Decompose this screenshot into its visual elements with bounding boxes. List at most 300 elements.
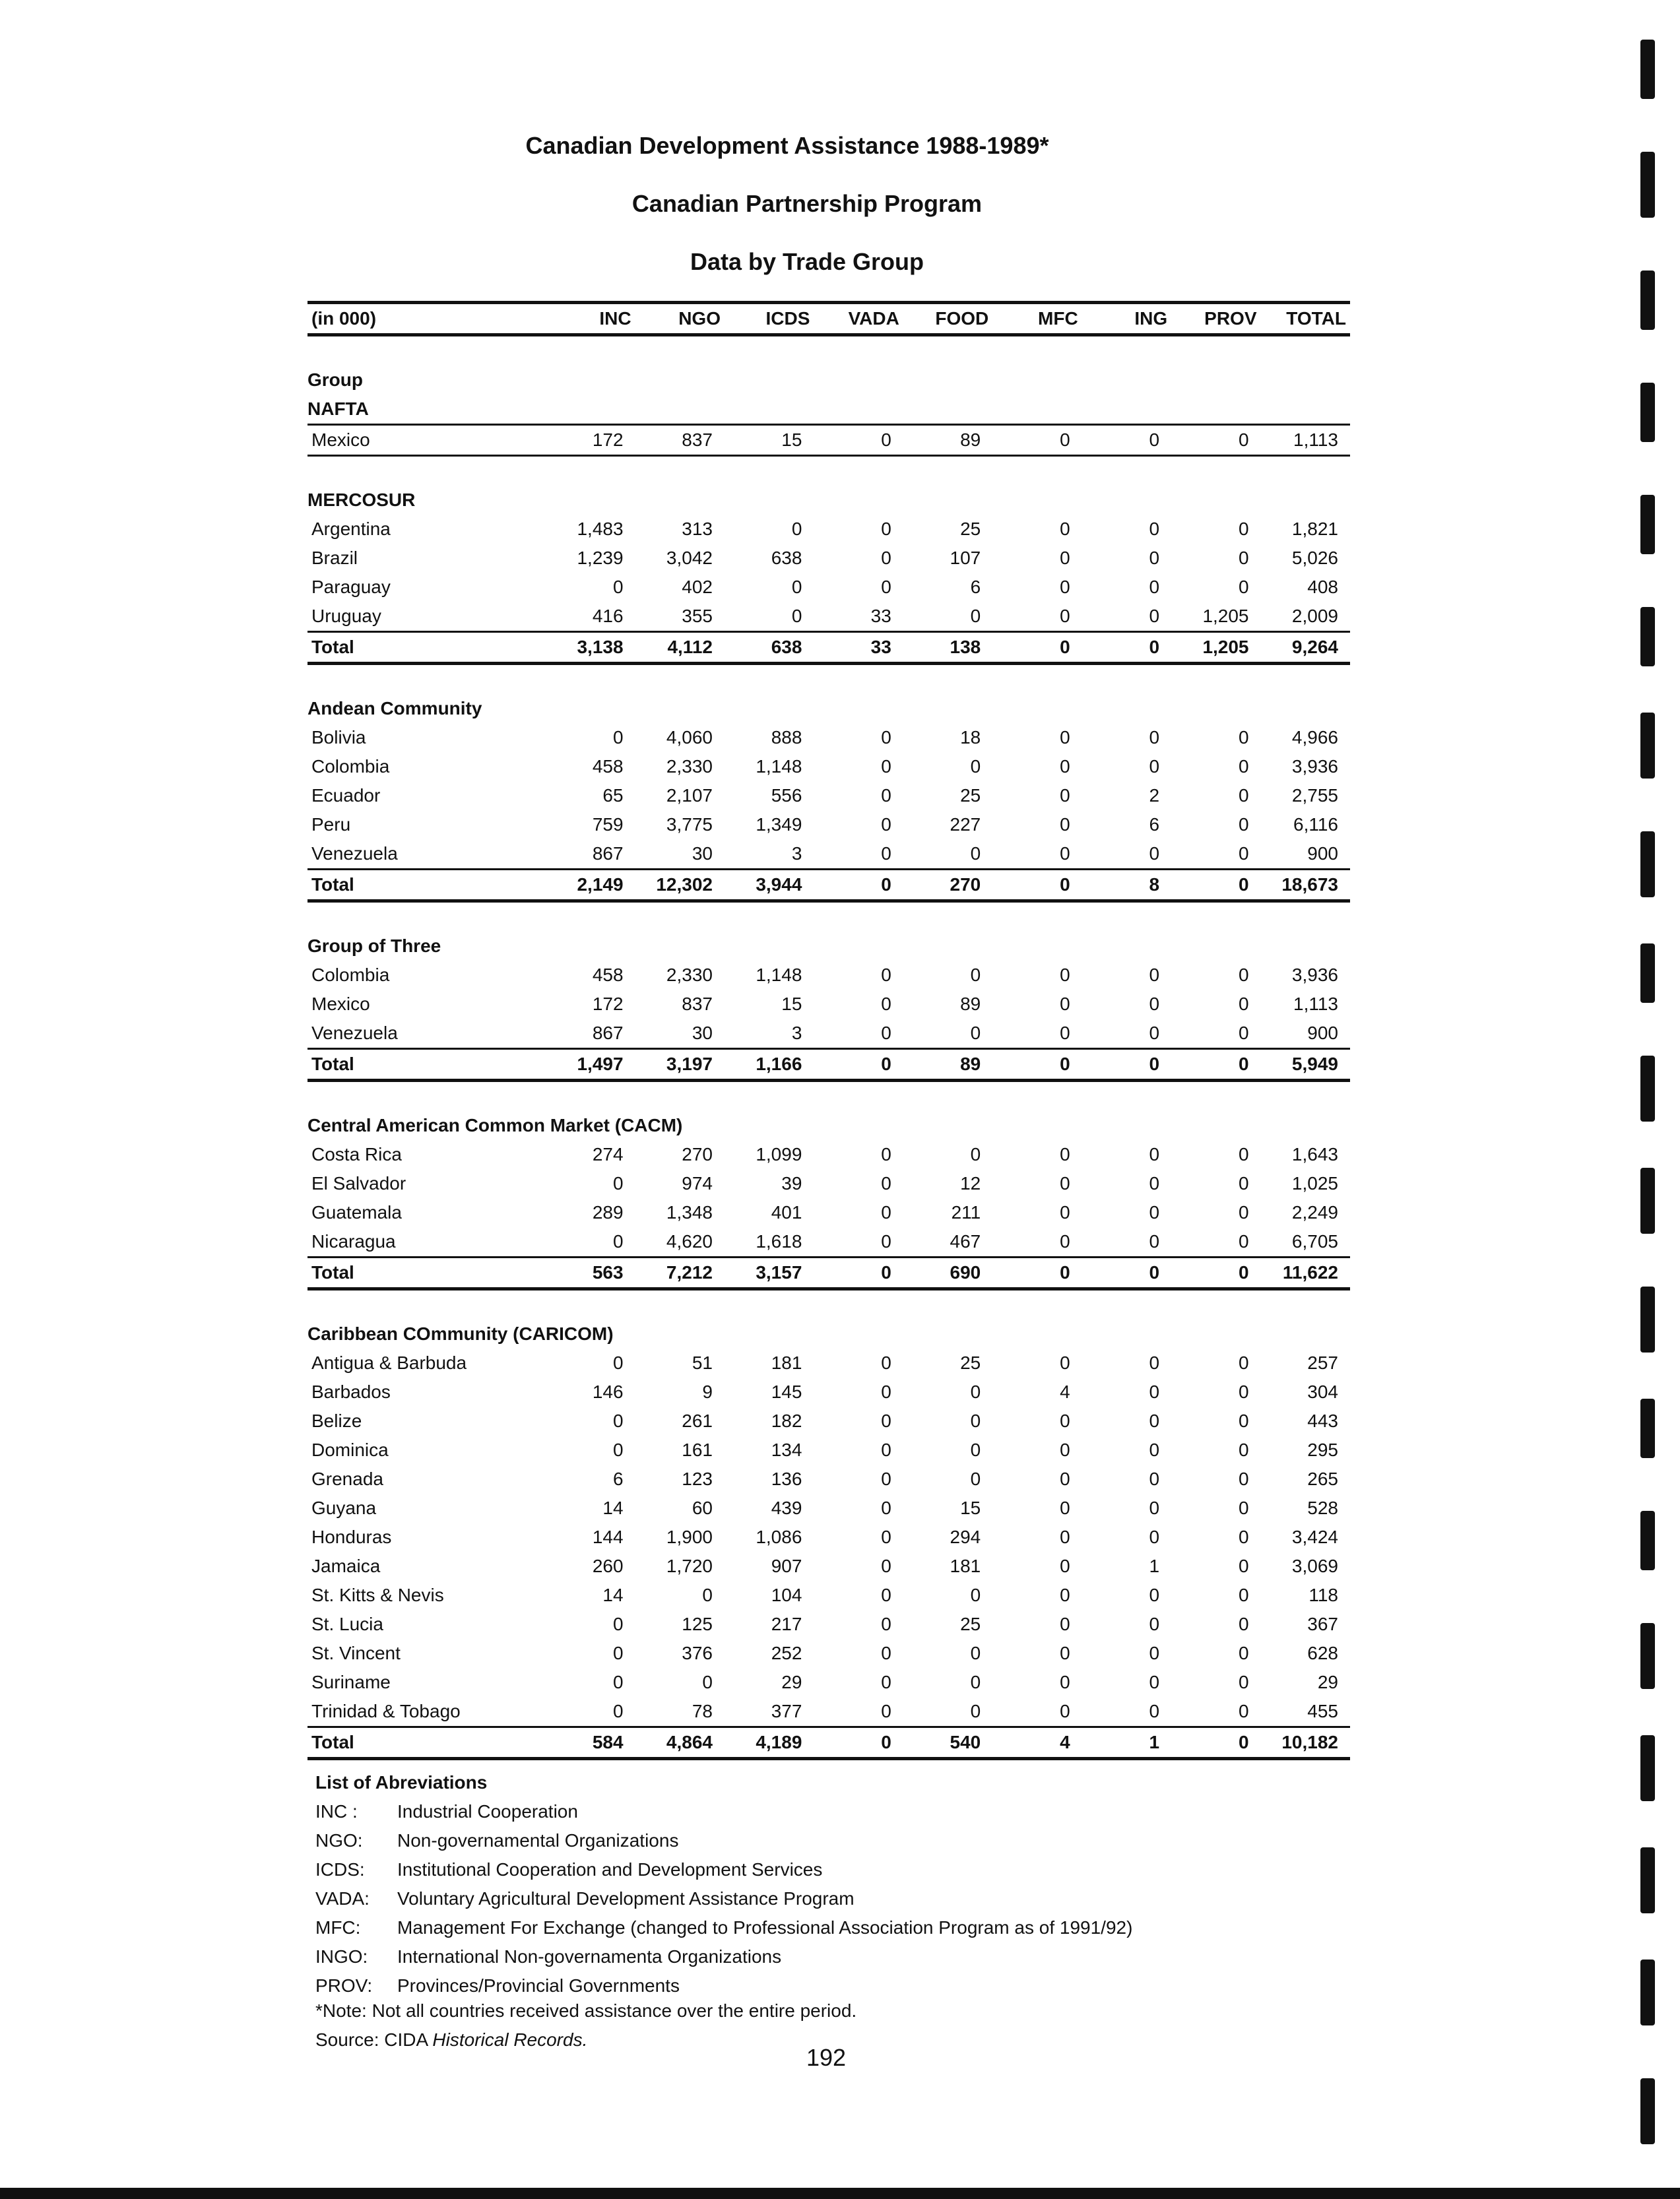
- cell-total: 295: [1307, 1440, 1338, 1460]
- cell-ngo: 2,330: [666, 756, 713, 777]
- abbreviation-value: International Non-governamenta Organizations: [397, 1946, 782, 1967]
- cell-icds: 3: [725, 1019, 814, 1049]
- row-label: Jamaica: [311, 1556, 381, 1576]
- cell-inc: 0: [612, 1440, 624, 1460]
- binder-mark: [1640, 152, 1655, 218]
- cell-ing: 0: [1082, 839, 1171, 870]
- spacer-row: [307, 335, 1350, 366]
- table-row: [307, 1668, 1350, 1697]
- group-heading: NAFTA: [307, 398, 369, 419]
- total-row: [307, 1727, 1350, 1759]
- cell-inc: 458: [592, 756, 624, 777]
- cell-ing: 0: [1149, 1614, 1160, 1634]
- cell-vada: 0: [881, 577, 891, 597]
- cell-icds: 104: [771, 1585, 802, 1605]
- cell-food: 294: [950, 1527, 981, 1547]
- cell-vada: 0: [881, 1411, 891, 1431]
- abbreviation-item: [315, 1884, 1132, 1913]
- group-heading: MERCOSUR: [307, 490, 416, 510]
- cell-icds: 145: [771, 1382, 802, 1402]
- cell-vada: 0: [881, 756, 891, 777]
- cell-prov: 0: [1171, 1258, 1260, 1289]
- row-label: Nicaragua: [307, 1227, 546, 1258]
- cell-mfc: 0: [992, 425, 1082, 456]
- cell-prov: 0: [1238, 1173, 1249, 1194]
- table-row: [307, 1494, 1350, 1523]
- cell-food: 0: [970, 1382, 981, 1402]
- cell-prov: 0: [1238, 1411, 1249, 1431]
- cell-ing: 0: [1149, 1440, 1160, 1460]
- cell-vada: 0: [881, 1440, 891, 1460]
- row-label: Trinidad & Tobago: [307, 1697, 546, 1727]
- cell-ing: 0: [1149, 1353, 1160, 1373]
- abbreviation-key: INC :: [315, 1801, 358, 1822]
- cell-icds: 29: [781, 1672, 802, 1692]
- cell-icds: 252: [771, 1643, 802, 1663]
- cell-mfc: 0: [1060, 1672, 1070, 1692]
- cell-food: 0: [970, 1585, 981, 1605]
- table-row: [307, 1019, 1350, 1049]
- cell-prov: 0: [1238, 1469, 1249, 1489]
- column-header: PROV: [1171, 303, 1260, 335]
- abbreviation-item: [315, 1942, 1132, 1971]
- cell-mfc: 0: [992, 839, 1082, 870]
- cell-total: 443: [1307, 1411, 1338, 1431]
- cell-food: 25: [960, 519, 981, 539]
- cell-mfc: 0: [1060, 1411, 1070, 1431]
- cell-total: 3,936: [1291, 756, 1338, 777]
- cell-ing: 0: [1082, 1258, 1171, 1289]
- group-heading: Group of Three: [307, 936, 441, 956]
- cell-total: 1,821: [1291, 519, 1338, 539]
- binder-mark: [1640, 271, 1655, 330]
- cell-icds: 1,086: [756, 1527, 802, 1547]
- binder-mark: [1640, 383, 1655, 442]
- cell-food: 12: [960, 1173, 981, 1194]
- cell-inc: 867: [546, 1019, 635, 1049]
- binder-mark: [1640, 1511, 1655, 1570]
- binder-mark: [1640, 1847, 1655, 1913]
- cell-vada: 0: [814, 1258, 903, 1289]
- cell-inc: 867: [546, 839, 635, 870]
- abbreviation-key: ICDS:: [315, 1859, 365, 1880]
- binder-mark: [1640, 1056, 1655, 1122]
- cell-prov: 0: [1171, 1727, 1260, 1759]
- cell-ngo: 376: [682, 1643, 713, 1663]
- cell-prov: 0: [1238, 1498, 1249, 1518]
- document-title: Canadian Development Assistance 1988-1989*: [525, 132, 1049, 159]
- cell-prov: 0: [1238, 1643, 1249, 1663]
- cell-ngo: 402: [682, 577, 713, 597]
- cell-icds: 181: [771, 1353, 802, 1373]
- cell-prov: 0: [1238, 994, 1249, 1014]
- cell-food: 25: [960, 785, 981, 806]
- cell-ngo: 4,864: [635, 1727, 725, 1759]
- cell-ngo: 3,042: [666, 548, 713, 568]
- cell-ngo: 125: [682, 1614, 713, 1634]
- cell-vada: 0: [881, 1585, 891, 1605]
- assistance-table: [307, 301, 1350, 1760]
- total-row: [307, 1258, 1350, 1289]
- spacer-cell: [307, 335, 1350, 366]
- abbreviation-value: Management For Exchange (changed to Professional Association Program as of 1991/92): [397, 1917, 1133, 1938]
- cell-food: 0: [970, 1411, 981, 1431]
- cell-icds: 217: [771, 1614, 802, 1634]
- cell-ing: 0: [1149, 577, 1160, 597]
- row-label: Antigua & Barbuda: [311, 1353, 467, 1373]
- scan-bottom-edge: [0, 2188, 1680, 2199]
- table-row: [307, 752, 1350, 781]
- binder-mark: [1640, 495, 1655, 554]
- cell-icds: 1,148: [756, 756, 802, 777]
- abbreviations-title: List of Abreviations: [315, 1772, 488, 1793]
- row-label: Peru: [311, 814, 351, 835]
- cell-total: 900: [1261, 1019, 1350, 1049]
- cell-vada: 0: [814, 1697, 903, 1727]
- cell-mfc: 4: [992, 1727, 1082, 1759]
- row-label: Colombia: [311, 756, 390, 777]
- cell-ing: 1: [1082, 1727, 1171, 1759]
- cell-total: 3,936: [1291, 965, 1338, 985]
- cell-total: 1,113: [1293, 994, 1338, 1014]
- cell-inc: 14: [602, 1585, 624, 1605]
- row-label: Mexico: [311, 994, 370, 1014]
- row-label: Colombia: [311, 965, 390, 985]
- cell-ngo: 270: [682, 1144, 713, 1164]
- abbreviation-value: Non-governamental Organizations: [397, 1830, 679, 1851]
- group-heading: Group: [307, 369, 363, 390]
- column-header: ICDS: [725, 303, 814, 335]
- cell-icds: 15: [781, 994, 802, 1014]
- cell-prov: 0: [1238, 1672, 1249, 1692]
- cell-food: 0: [970, 1144, 981, 1164]
- cell-mfc: 0: [1060, 1643, 1070, 1663]
- row-label: St. Kitts & Nevis: [311, 1585, 444, 1605]
- cell-mfc: 0: [1060, 994, 1070, 1014]
- page-number: 192: [806, 2044, 847, 2071]
- cell-inc: 0: [612, 1672, 624, 1692]
- row-label: Argentina: [311, 519, 391, 539]
- cell-ing: 0: [1149, 1411, 1160, 1431]
- cell-prov: 0: [1238, 1585, 1249, 1605]
- cell-food: 0: [970, 756, 981, 777]
- row-label: Brazil: [311, 548, 358, 568]
- group-heading-row: [307, 366, 1350, 395]
- cell-ngo: 30: [635, 839, 725, 870]
- cell-inc: 0: [612, 1614, 624, 1634]
- row-label: Venezuela: [307, 1019, 546, 1049]
- cell-inc: 274: [592, 1144, 624, 1164]
- cell-vada: 0: [881, 1672, 891, 1692]
- total-row: [307, 870, 1350, 901]
- cell-prov: 0: [1238, 756, 1249, 777]
- cell-food: 270: [903, 870, 992, 901]
- cell-icds: 1,166: [725, 1049, 814, 1081]
- spacer-row: [307, 1289, 1350, 1320]
- cell-prov: 0: [1171, 425, 1260, 456]
- abbreviation-value: Provinces/Provincial Governments: [397, 1975, 680, 1996]
- group-heading: Central American Common Market (CACM): [307, 1115, 683, 1135]
- cell-ing: 0: [1149, 994, 1160, 1014]
- cell-ing: 0: [1149, 1144, 1160, 1164]
- group-heading-row: [307, 1320, 1350, 1349]
- cell-vada: 0: [881, 727, 891, 748]
- cell-inc: 1,497: [546, 1049, 635, 1081]
- cell-ngo: 7,212: [635, 1258, 725, 1289]
- cell-mfc: 0: [992, 1697, 1082, 1727]
- cell-food: 181: [950, 1556, 981, 1576]
- cell-food: 0: [903, 839, 992, 870]
- abbreviation-item: [315, 1913, 1132, 1942]
- spacer-cell: [307, 456, 1350, 486]
- cell-vada: 0: [881, 1144, 891, 1164]
- abbreviation-key: MFC:: [315, 1917, 361, 1938]
- row-label: Uruguay: [307, 602, 546, 632]
- cell-inc: 172: [592, 994, 624, 1014]
- cell-mfc: 0: [1060, 1527, 1070, 1547]
- cell-food: 0: [903, 602, 992, 632]
- cell-inc: 14: [602, 1498, 624, 1518]
- table-row: [307, 1407, 1350, 1436]
- cell-icds: 136: [771, 1469, 802, 1489]
- cell-ngo: 3,775: [666, 814, 713, 835]
- cell-total: 10,182: [1261, 1727, 1350, 1759]
- cell-ing: 1: [1149, 1556, 1160, 1576]
- cell-icds: 0: [791, 519, 802, 539]
- cell-inc: 144: [592, 1527, 624, 1547]
- cell-total: 29: [1317, 1672, 1338, 1692]
- cell-vada: 0: [881, 814, 891, 835]
- cell-total: 2,009: [1261, 602, 1350, 632]
- cell-ngo: 1,348: [666, 1202, 713, 1223]
- cell-mfc: 0: [1060, 1469, 1070, 1489]
- cell-total: 265: [1307, 1469, 1338, 1489]
- cell-ngo: 4,112: [635, 632, 725, 664]
- spacer-row: [307, 456, 1350, 486]
- cell-inc: 563: [546, 1258, 635, 1289]
- cell-icds: 134: [771, 1440, 802, 1460]
- spacer-row: [307, 1081, 1350, 1112]
- row-label: Total: [307, 1049, 546, 1081]
- cell-vada: 33: [814, 632, 903, 664]
- abbreviation-value: Institutional Cooperation and Development Services: [397, 1859, 823, 1880]
- group-heading: Andean Community: [307, 698, 482, 718]
- cell-total: 2,755: [1291, 785, 1338, 806]
- cell-mfc: 0: [1060, 1498, 1070, 1518]
- cell-ngo: 0: [702, 1585, 713, 1605]
- cell-mfc: 0: [1060, 1173, 1070, 1194]
- column-header: ING: [1082, 303, 1171, 335]
- cell-food: 690: [903, 1258, 992, 1289]
- group-heading-row: [307, 395, 1350, 425]
- table-header-row: [307, 303, 1350, 335]
- cell-total: 118: [1308, 1585, 1338, 1605]
- binder-mark: [1640, 1735, 1655, 1801]
- table-row: [307, 1349, 1350, 1378]
- cell-prov: 0: [1171, 1697, 1260, 1727]
- cell-food: 89: [903, 1049, 992, 1081]
- cell-total: 528: [1307, 1498, 1338, 1518]
- table-row: [307, 1581, 1350, 1610]
- column-header: INC: [546, 303, 635, 335]
- cell-mfc: 0: [1060, 1440, 1070, 1460]
- cell-ngo: 60: [692, 1498, 713, 1518]
- group-heading-row: [307, 694, 1350, 723]
- cell-icds: 1,618: [725, 1227, 814, 1258]
- cell-total: 9,264: [1261, 632, 1350, 664]
- cell-total: 4,966: [1291, 727, 1338, 748]
- cell-vada: 0: [881, 1202, 891, 1223]
- cell-total: 1,643: [1291, 1144, 1338, 1164]
- cell-ngo: 0: [702, 1672, 713, 1692]
- cell-ngo: 51: [692, 1353, 713, 1373]
- cell-inc: 759: [592, 814, 624, 835]
- cell-food: 227: [950, 814, 981, 835]
- table-row: [307, 544, 1350, 573]
- group-heading-row: [307, 486, 1350, 515]
- cell-inc: 0: [612, 727, 624, 748]
- cell-food: 0: [970, 1440, 981, 1460]
- cell-ing: 0: [1149, 548, 1160, 568]
- binder-mark: [1640, 1623, 1655, 1689]
- abbreviation-key: NGO:: [315, 1830, 363, 1851]
- cell-mfc: 0: [1060, 548, 1070, 568]
- cell-vada: 0: [881, 1527, 891, 1547]
- table-row: [307, 1697, 1350, 1727]
- cell-vada: 0: [881, 994, 891, 1014]
- cell-mfc: 0: [992, 632, 1082, 664]
- cell-ngo: 837: [635, 425, 725, 456]
- source-line: [315, 2029, 587, 2051]
- column-header: (in 000): [307, 303, 546, 335]
- row-label: Barbados: [311, 1382, 391, 1402]
- cell-total: 3,069: [1291, 1556, 1338, 1576]
- cell-ing: 8: [1082, 870, 1171, 901]
- cell-mfc: 0: [1060, 1144, 1070, 1164]
- binder-mark: [1640, 1287, 1655, 1353]
- cell-inc: 458: [592, 965, 624, 985]
- cell-ngo: 313: [682, 519, 713, 539]
- cell-mfc: 4: [1060, 1382, 1070, 1402]
- cell-ing: 0: [1149, 1643, 1160, 1663]
- cell-vada: 0: [881, 1643, 891, 1663]
- cell-inc: 289: [592, 1202, 624, 1223]
- table-row: [307, 1198, 1350, 1227]
- cell-food: 89: [960, 994, 981, 1014]
- source-prefix: Source: CIDA: [315, 2029, 433, 2050]
- cell-food: 211: [951, 1202, 981, 1223]
- cell-inc: 0: [546, 1697, 635, 1727]
- cell-ngo: 261: [682, 1411, 713, 1431]
- abbreviation-value: Industrial Cooperation: [397, 1801, 578, 1822]
- cell-total: 257: [1307, 1353, 1338, 1373]
- cell-vada: 0: [881, 785, 891, 806]
- row-label: Guatemala: [311, 1202, 402, 1223]
- table-row: [307, 425, 1350, 456]
- table-row: [307, 515, 1350, 544]
- cell-ngo: 4,620: [635, 1227, 725, 1258]
- cell-mfc: 0: [1060, 785, 1070, 806]
- cell-ngo: 2,107: [666, 785, 713, 806]
- cell-prov: 0: [1238, 965, 1249, 985]
- cell-ngo: 1,900: [666, 1527, 713, 1547]
- cell-food: 6: [970, 577, 981, 597]
- column-header: VADA: [814, 303, 903, 335]
- cell-total: 3,424: [1291, 1527, 1338, 1547]
- cell-vada: 0: [881, 965, 891, 985]
- cell-mfc: 0: [992, 1258, 1082, 1289]
- cell-mfc: 0: [1060, 1556, 1070, 1576]
- cell-prov: 0: [1238, 1353, 1249, 1373]
- cell-vada: 0: [814, 1019, 903, 1049]
- cell-vada: 0: [881, 519, 891, 539]
- cell-prov: 0: [1238, 1202, 1249, 1223]
- cell-ngo: 12,302: [635, 870, 725, 901]
- cell-vada: 33: [814, 602, 903, 632]
- cell-ing: 0: [1149, 1202, 1160, 1223]
- row-label: Paraguay: [311, 577, 391, 597]
- program-title: Canadian Partnership Program: [631, 190, 983, 217]
- cell-vada: 0: [814, 839, 903, 870]
- cell-vada: 0: [881, 548, 891, 568]
- cell-inc: 0: [546, 1227, 635, 1258]
- cell-inc: 1,239: [577, 548, 624, 568]
- cell-mfc: 0: [1060, 965, 1070, 985]
- cell-mfc: 0: [992, 1019, 1082, 1049]
- cell-mfc: 0: [1060, 727, 1070, 748]
- cell-ing: 0: [1149, 1672, 1160, 1692]
- spacer-cell: [307, 901, 1350, 932]
- binder-mark: [1640, 1399, 1655, 1458]
- cell-vada: 0: [881, 1173, 891, 1194]
- cell-vada: 0: [814, 1227, 903, 1258]
- cell-inc: 0: [612, 1173, 624, 1194]
- cell-total: 1,025: [1291, 1173, 1338, 1194]
- cell-vada: 0: [881, 1614, 891, 1634]
- table-row: [307, 961, 1350, 990]
- cell-icds: 3: [725, 839, 814, 870]
- table-row: [307, 1227, 1350, 1258]
- cell-ngo: 161: [682, 1440, 713, 1460]
- abbreviation-value: Voluntary Agricultural Development Assistance Program: [397, 1888, 855, 1909]
- cell-ngo: 355: [635, 602, 725, 632]
- table-row: [307, 1552, 1350, 1581]
- table-row: [307, 839, 1350, 870]
- row-label: Guyana: [311, 1498, 377, 1518]
- cell-icds: 638: [725, 632, 814, 664]
- cell-food: 540: [903, 1727, 992, 1759]
- cell-ing: 0: [1082, 1049, 1171, 1081]
- cell-prov: 0: [1238, 1556, 1249, 1576]
- cell-inc: 416: [546, 602, 635, 632]
- cell-vada: 0: [881, 1382, 891, 1402]
- cell-ngo: 2,330: [666, 965, 713, 985]
- cell-inc: 1,483: [577, 519, 624, 539]
- row-label: Suriname: [311, 1672, 391, 1692]
- cell-total: 408: [1307, 577, 1338, 597]
- cell-icds: 556: [771, 785, 802, 806]
- table-row: [307, 1639, 1350, 1668]
- cell-icds: 907: [771, 1556, 802, 1576]
- cell-prov: 1,205: [1171, 602, 1260, 632]
- cell-inc: 0: [612, 1411, 624, 1431]
- row-label: Venezuela: [307, 839, 546, 870]
- source-title: Historical Records.: [432, 2029, 588, 2050]
- cell-vada: 0: [881, 1469, 891, 1489]
- spacer-cell: [307, 664, 1350, 695]
- cell-mfc: 0: [1060, 577, 1070, 597]
- row-label: Dominica: [311, 1440, 389, 1460]
